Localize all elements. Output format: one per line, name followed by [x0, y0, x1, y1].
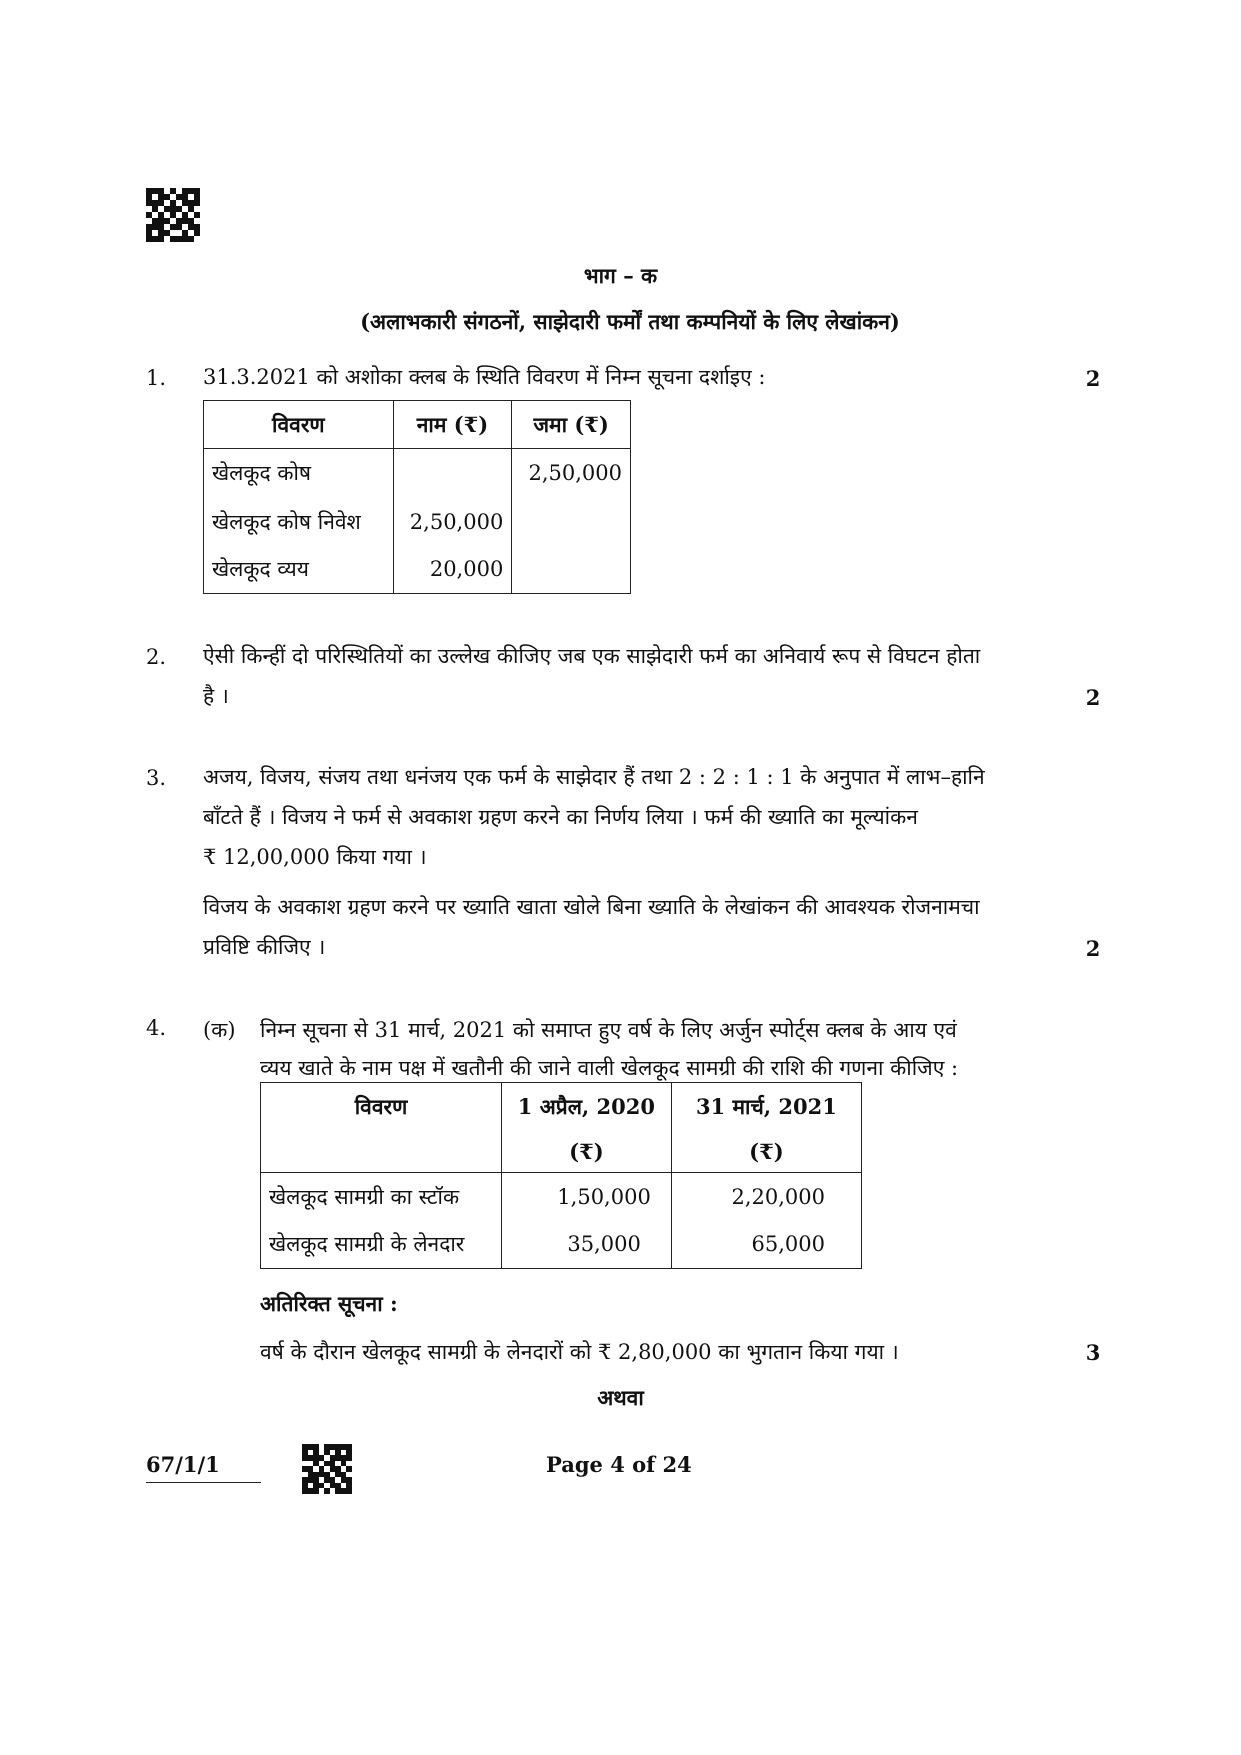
table-row	[204, 546, 631, 594]
question-1-table	[203, 400, 631, 594]
section-title: भाग – क	[583, 263, 658, 288]
question-4-line-1: निम्न सूचना से 31 मार्च, 2021 को समाप्त हुए वर्ष के लिए अर्जुन स्पोर्ट्स क्लब के आय एवं	[260, 1018, 957, 1042]
question-1-number: 1.	[146, 366, 167, 390]
table-row	[261, 1221, 862, 1269]
question-3-marks: 2	[1085, 936, 1101, 961]
q1-cell: खेलकूद कोष	[204, 449, 394, 498]
paper-code: 67/1/1	[146, 1452, 220, 1477]
question-2-line-2: है ।	[203, 684, 229, 708]
qr-code-bottom	[302, 1444, 352, 1494]
q4-subheader-empty	[261, 1131, 502, 1173]
table-row	[204, 498, 631, 546]
question-2-line-1: ऐसी किन्हीं दो परिस्थितियों का उल्लेख कीजिए जब एक साझेदारी फर्म का अनिवार्य रूप से विघटन होता	[203, 644, 981, 668]
q1-cell	[512, 546, 631, 594]
question-4-number: 4.	[146, 1016, 167, 1040]
question-2-number: 2.	[146, 645, 167, 669]
q1-cell	[512, 498, 631, 546]
q4-cell: खेलकूद सामग्री के लेनदार	[261, 1221, 502, 1269]
q4-cell: 65,000	[671, 1221, 861, 1269]
q4-cell: खेलकूद सामग्री का स्टॉक	[261, 1173, 502, 1221]
question-3-line-5: प्रविष्टि कीजिए ।	[203, 935, 326, 959]
question-1-text: 31.3.2021 को अशोका क्लब के स्थिति विवरण में निम्न सूचना दर्शाइए :	[203, 365, 766, 389]
footer-divider	[146, 1482, 261, 1483]
question-4-part-label: (क)	[203, 1018, 236, 1042]
q1-cell: 2,50,000	[393, 498, 512, 546]
question-4-marks: 3	[1085, 1340, 1101, 1365]
q1-cell: खेलकूद व्यय	[204, 546, 394, 594]
question-3-line-1: अजय, विजय, संजय तथा धनंजय एक फर्म के साझेदार हैं तथा 2 : 2 : 1 : 1 के अनुपात में लाभ–हानि	[203, 765, 985, 789]
table-row	[204, 449, 631, 498]
q1-header-debit: नाम (₹)	[393, 401, 512, 449]
additional-info-text: वर्ष के दौरान खेलकूद सामग्री के लेनदारों को ₹ 2,80,000 का भुगतान किया गया ।	[260, 1340, 899, 1364]
table-row	[261, 1173, 862, 1221]
additional-info-label: अतिरिक्त सूचना :	[260, 1291, 398, 1316]
q4-subheader-closing: (₹)	[671, 1131, 861, 1173]
question-1-marks: 2	[1085, 366, 1101, 391]
q1-cell: 20,000	[393, 546, 512, 594]
q4-cell: 2,20,000	[671, 1173, 861, 1221]
question-3-line-3: ₹ 12,00,000 किया गया ।	[203, 845, 427, 869]
q1-cell: 2,50,000	[512, 449, 631, 498]
question-3-number: 3.	[146, 766, 167, 790]
q1-cell	[393, 449, 512, 498]
question-4-table	[260, 1082, 862, 1269]
qr-code-top	[146, 188, 200, 242]
or-label: अथवा	[597, 1385, 644, 1410]
page-number: Page 4 of 24	[546, 1452, 692, 1477]
q4-subheader-opening: (₹)	[502, 1131, 672, 1173]
question-3-line-4: विजय के अवकाश ग्रहण करने पर ख्याति खाता खोले बिना ख्याति के लेखांकन की आवश्यक रोजनामचा	[203, 895, 980, 919]
q4-cell: 1,50,000	[502, 1173, 672, 1221]
q4-header-particulars: विवरण	[261, 1083, 502, 1131]
question-2-marks: 2	[1085, 685, 1101, 710]
q1-cell: खेलकूद कोष निवेश	[204, 498, 394, 546]
q4-header-opening: 1 अप्रैल, 2020	[502, 1083, 672, 1131]
q4-header-closing: 31 मार्च, 2021	[671, 1083, 861, 1131]
section-subtitle: (अलाभकारी संगठनों, साझेदारी फर्मों तथा कम्पनियों के लिए लेखांकन)	[360, 309, 900, 334]
q1-header-credit: जमा (₹)	[512, 401, 631, 449]
q1-header-particulars: विवरण	[204, 401, 394, 449]
q4-cell: 35,000	[502, 1221, 672, 1269]
question-3-line-2: बाँटते हैं । विजय ने फर्म से अवकाश ग्रहण करने का निर्णय लिया । फर्म की ख्याति का मूल्यांकन	[203, 805, 918, 829]
question-4-line-2: व्यय खाते के नाम पक्ष में खतौनी की जाने वाली खेलकूद सामग्री की राशि की गणना कीजिए :	[260, 1056, 959, 1080]
